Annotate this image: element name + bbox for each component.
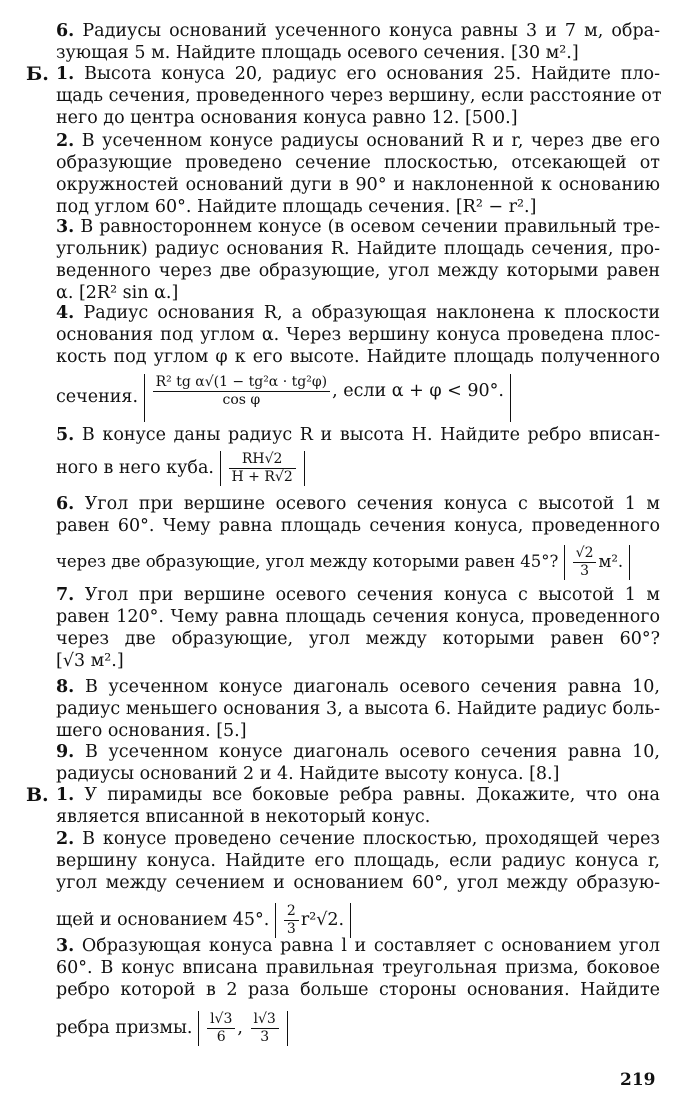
problem-line: под углом 60°. Найдите площадь сечения. [R² − r².] — [56, 197, 537, 217]
problem-line — [56, 493, 660, 515]
answer-line — [56, 368, 660, 426]
answer-fraction — [207, 1011, 235, 1046]
fraction-numerator: R² tg α√(1 − tg²α · tg²φ) — [153, 374, 331, 392]
fraction-denominator: 6 — [216, 1029, 226, 1045]
problem-line — [56, 216, 660, 238]
problem-b3 — [56, 216, 660, 304]
answer-prefix: сечения. — [56, 387, 139, 407]
answer-fraction — [573, 545, 597, 580]
problem-b2 — [56, 130, 660, 218]
problem-line — [56, 424, 660, 446]
problem-number: 1. — [56, 785, 75, 805]
problem-line: 60°. В конус вписана правильная треугольная призма, боковое — [56, 958, 660, 978]
problem-number: 5. — [56, 425, 75, 445]
problem-line: [√3 м².] — [56, 651, 124, 671]
problem-line: ребро которой в 2 раза больше стороны основания. Найдите — [56, 980, 660, 1000]
answer-bracket — [220, 451, 305, 486]
problem-number: 2. — [56, 131, 75, 151]
problem-line: является вписанной в некоторый конус. — [56, 807, 431, 827]
problem-line — [56, 741, 660, 763]
problem-line: угольник) радиус основания R. Найдите площадь сечения, про- — [56, 239, 660, 259]
problem-line: щадь сечения, проведенного через вершину, если расстояние от — [56, 86, 662, 106]
problem-text: В конусе даны радиус R и высота H. Найдите ребро вписан- — [81, 425, 660, 445]
problem-text: У пирамиды все боковые ребра равны. Докажите, что она — [84, 785, 660, 805]
problem-line: через две образующие, угол между которыми равен 60°? — [56, 629, 660, 649]
answer-suffix: м². — [598, 552, 624, 571]
answer-bracket — [144, 374, 511, 422]
answer-bracket — [564, 545, 631, 580]
problem-number: 6. — [56, 494, 75, 514]
answer-line — [56, 1001, 660, 1055]
fraction-denominator: 3 — [286, 921, 296, 937]
problem-b4 — [56, 302, 660, 426]
problem-number: 7. — [56, 585, 75, 605]
answer-fraction — [229, 451, 296, 486]
problem-text: Высота конуса 20, радиус его основания 25. Найдите пло- — [84, 64, 660, 84]
answer-fraction — [251, 1011, 279, 1046]
answer-prefix: через две образующие, угол между которыми равен 45°? — [56, 552, 559, 571]
problem-line: α. [2R² sin α.] — [56, 283, 179, 303]
answer-line — [56, 537, 660, 587]
page-number: 219 — [620, 1070, 656, 1090]
answer-fraction — [153, 374, 331, 409]
problem-text: Радиус основания R, а образующая наклонена к плоскости — [83, 303, 660, 323]
problem-number: 4. — [56, 303, 75, 323]
problem-number: 9. — [56, 742, 75, 762]
problem-line — [56, 784, 660, 806]
problem-line — [56, 935, 660, 957]
problem-number: 1. — [56, 64, 75, 84]
problem-line — [56, 20, 660, 42]
problem-line: радиусы оснований 2 и 4. Найдите высоту конуса. [8.] — [56, 764, 560, 784]
problem-line — [56, 130, 660, 152]
fraction-numerator: RH√2 — [229, 451, 296, 469]
fraction-numerator: l√3 — [251, 1011, 279, 1029]
answer-line — [56, 446, 660, 490]
problem-line: окружностей оснований дуги в 90° и наклоненной к основанию — [56, 175, 660, 195]
problem-line — [56, 828, 660, 850]
section-label-b: Б. — [26, 63, 49, 85]
fraction-numerator: √2 — [573, 545, 597, 563]
problem-line — [56, 302, 660, 324]
problem-text: Образующая конуса равна l и составляет с основанием угол — [81, 936, 660, 956]
problem-number: 3. — [56, 217, 75, 237]
problem-text: В равностороннем конусе (в осевом сечении правильный тре- — [80, 217, 660, 237]
problem-line: веденного через две образующие, угол между которыми равен — [56, 261, 660, 281]
fraction-denominator: 3 — [580, 563, 590, 579]
problem-v2 — [56, 828, 660, 946]
problem-number: 6. — [56, 21, 75, 41]
problem-v1 — [56, 784, 660, 828]
problem-line: угол между сечением и основанием 60°, угол между образую- — [56, 873, 660, 893]
problem-line: него до центра основания конуса равно 12. [500.] — [56, 108, 518, 128]
problem-b8 — [56, 676, 660, 742]
answer-prefix: щей и основанием 45°. — [56, 910, 270, 930]
problem-text: В усеченном конусе диагональ осевого сечения равна 10, — [84, 677, 660, 697]
problem-b6 — [56, 493, 660, 587]
problem-b7 — [56, 584, 660, 672]
problem-number: 8. — [56, 677, 75, 697]
problem-b9 — [56, 741, 660, 785]
answer-bracket — [275, 903, 351, 938]
fraction-denominator: 3 — [260, 1029, 270, 1045]
problem-line — [56, 584, 660, 606]
answer-prefix: ребра призмы. — [56, 1018, 193, 1038]
problem-line — [56, 63, 660, 85]
problem-b1 — [56, 63, 660, 129]
problem-line — [56, 676, 660, 698]
problem-line: шего основания. [5.] — [56, 721, 247, 741]
problem-text: Угол при вершине осевого сечения конуса с высотой 1 м — [84, 494, 660, 514]
answer-suffix: , если α + φ < 90°. — [332, 380, 504, 401]
problem-line: радиус меньшего основания 3, а высота 6. Найдите радиус боль- — [56, 699, 660, 719]
problem-line: равен 120°. Чему равна площадь сечения конуса, проведенного — [56, 607, 660, 627]
problem-line: основания под углом α. Через вершину конуса проведена плос- — [56, 325, 660, 345]
answer-fraction — [284, 903, 299, 938]
problem-text: В конусе проведено сечение плоскостью, проходящей через — [82, 829, 660, 849]
problem-line: вершину конуса. Найдите его площадь, если радиус конуса r, — [56, 851, 660, 871]
problem-number: 2. — [56, 829, 75, 849]
problem-text: Радиусы оснований усеченного конуса равны 3 и 7 м, обра- — [82, 21, 660, 41]
problem-v3 — [56, 935, 660, 1055]
problem-text: В усеченном конусе диагональ осевого сечения равна 10, — [84, 742, 660, 762]
problem-line: образующие проведено сечение плоскостью, отсекающей от — [56, 153, 660, 173]
problem-text: В усеченном конусе радиусы оснований R и r, через две его — [81, 131, 660, 151]
problem-b5 — [56, 424, 660, 490]
fraction-denominator: H + R√2 — [231, 469, 293, 485]
answer-prefix: ного в него куба. — [56, 458, 214, 478]
answer-suffix: r²√2. — [300, 910, 345, 930]
problem-number: 3. — [56, 936, 75, 956]
problem-line: зующая 5 м. Найдите площадь осевого сечения. [30 м².] — [56, 43, 579, 63]
fraction-numerator: 2 — [284, 903, 299, 921]
problem-line: кость под углом φ к его высоте. Найдите площадь полученного — [56, 347, 660, 367]
fraction-denominator: cos φ — [222, 391, 261, 408]
problem-text: Угол при вершине осевого сечения конуса с высотой 1 м — [84, 585, 660, 605]
fraction-numerator: l√3 — [207, 1011, 235, 1029]
problem-line: равен 60°. Чему равна площадь сечения конуса, проведенного — [56, 516, 660, 536]
section-label-v: В. — [26, 784, 49, 806]
answer-bracket: $\frac{l√3}{6}$ , $\frac{l√3}{3}$ — [198, 1011, 288, 1046]
problem-a6 — [56, 20, 660, 64]
